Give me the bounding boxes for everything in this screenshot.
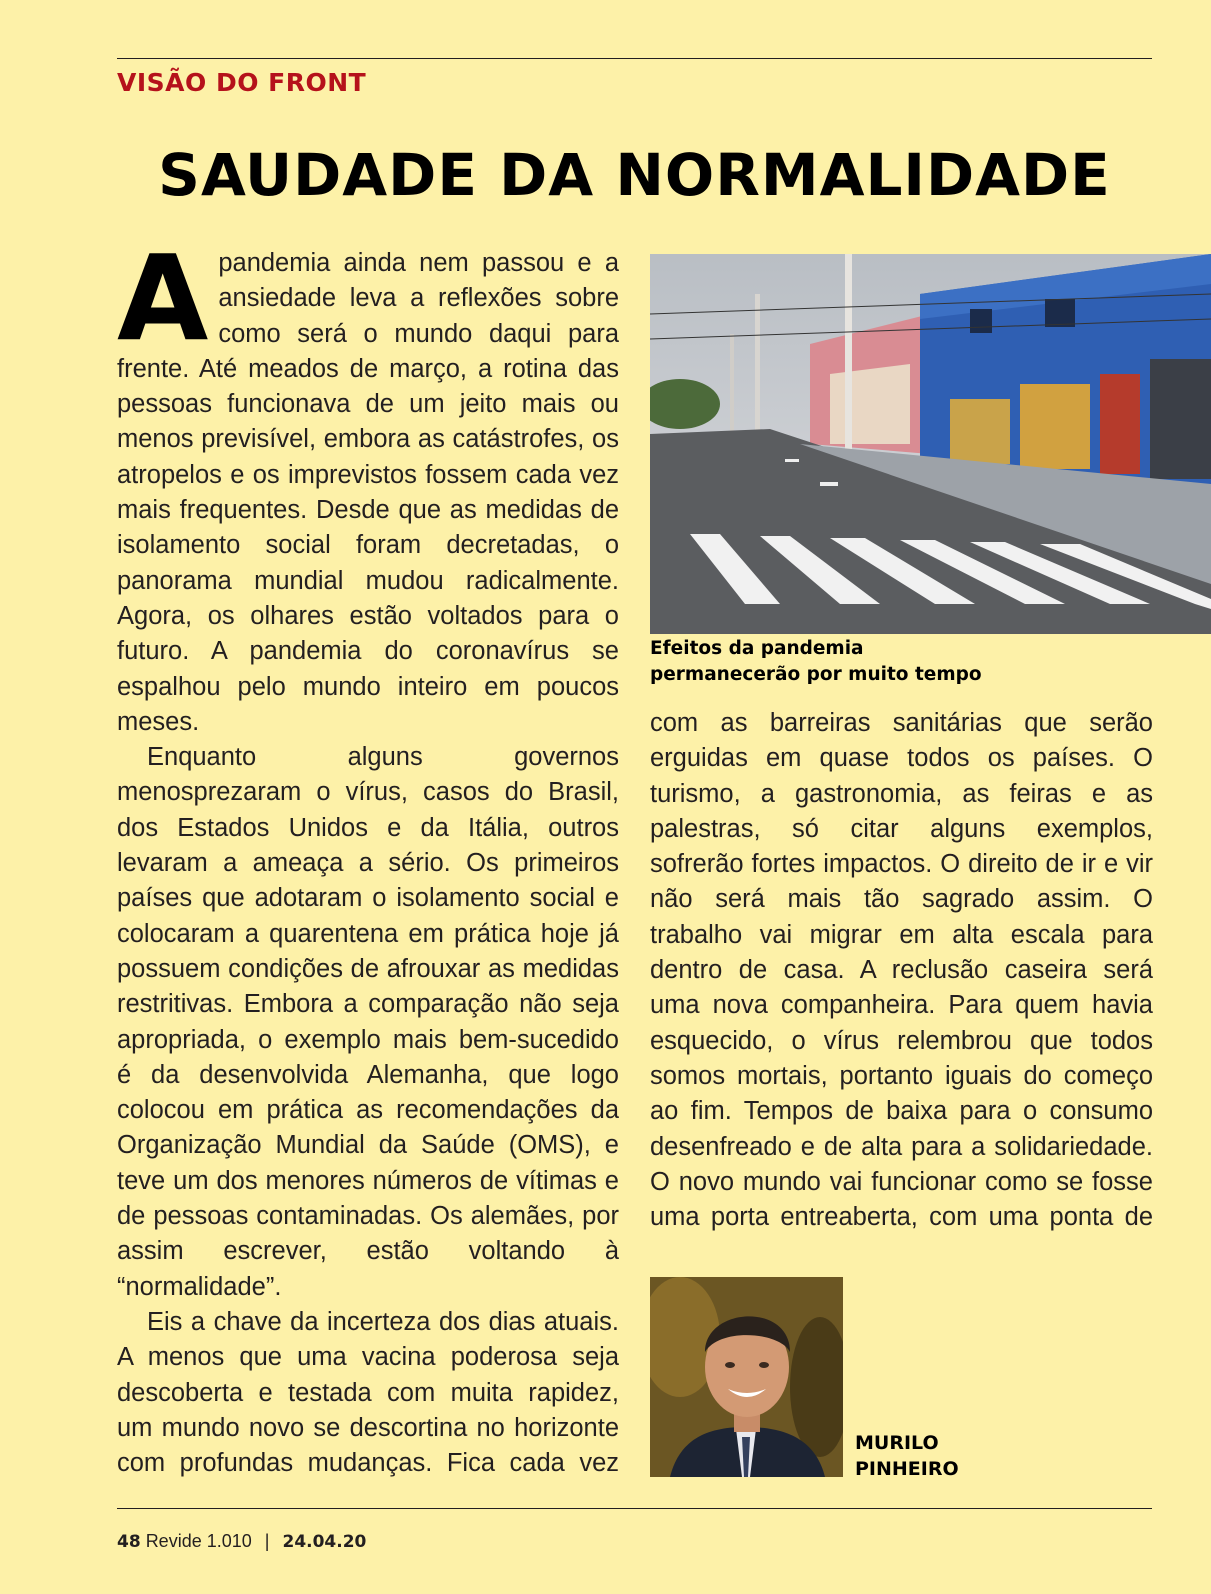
headline: SAUDADE DA NORMALIDADE <box>158 141 1111 209</box>
paragraph-1 <box>117 246 619 740</box>
paragraph-1-text: pandemia ainda nem passou e a ansiedade leva a reflexões sobre como será o mundo daqui para frente. Até meados de março, a rotina das pessoas funcionava de um jeito mais ou menos previsível, embora as catástrofes, os atropelos e os imprevistos fossem cada vez mais frequentes. Desde que as medidas de isolamento social foram decretadas, o panorama mundial mudou radicalmente. Agora, os olhares estão voltados para o futuro. A pandemia do coronavírus se espalhou pelo mundo inteiro em poucos meses. <box>117 249 619 736</box>
street-photo <box>650 254 1211 634</box>
bottom-rule <box>117 1508 1152 1509</box>
author-last-name: PINHEIRO <box>855 1458 959 1480</box>
section-label: VISÃO DO FRONT <box>117 68 367 97</box>
top-rule <box>117 58 1152 59</box>
photo-caption <box>650 636 1150 688</box>
drop-cap: A <box>117 246 209 367</box>
paragraph-4-text: com as barreiras sanitárias que serão erguidas em quase todos os países. O turismo, a gastronomia, as feiras e as palestras, só citar alguns exemplos, sofrerão fortes impactos. O direito de ir e vir não será mais tão sagrado assim. O trabalho vai migrar em alta escala para dentro de casa. A reclusão caseira será uma nova companheira. Para quem havia esquecido, o vírus relembrou que todos somos mortais, portanto iguais do começo ao fim. Tempos de baixa para o consumo desenfreado e de alta para a solidariedade. O novo mundo vai funcionar como se fosse uma porta entreaberta, com uma ponta de <box>650 709 1153 1232</box>
author-photo <box>650 1277 843 1477</box>
photo-caption-line-1: Efeitos da pandemia <box>650 638 864 659</box>
page-footer <box>117 1531 366 1552</box>
issue-date: 24.04.20 <box>282 1532 367 1552</box>
article-left-column <box>117 246 619 1486</box>
page-number: 48 <box>117 1532 141 1552</box>
paragraph-3: Eis a chave da incerteza dos dias atuais. A menos que uma vacina poderosa seja descoberta e testada com muita rapidez, um mundo novo se descortina no horizonte com profundas mudanças. Fica cada vez <box>117 1307 619 1478</box>
author-name <box>855 1430 959 1482</box>
paragraph-4 <box>650 706 1153 1236</box>
magazine-issue: Revide 1.010 <box>145 1531 252 1551</box>
author-first-name: MURILO <box>855 1432 939 1454</box>
article-right-column <box>650 706 1153 1236</box>
footer-separator: | <box>264 1531 270 1551</box>
paragraph-2: Enquanto alguns governos menosprezaram o vírus, casos do Brasil, dos Estados Unidos e da Itália, outros levaram a ameaça a sério. Os primeiros países que adotaram o isolamento social e colocaram a quarentena em prática hoje já possuem condições de afrouxar as medidas restritivas. Embora a comparação não seja apropriada, o exemplo mais bem-sucedido é da desenvolvida Alemanha, que logo colocou em prática as recomendações da Organização Mundial da Saúde (OMS), e teve um dos menores números de vítimas e de pessoas contaminadas. Os alemães, por assim escrever, estão voltando à “normalidade”. <box>117 743 619 1301</box>
photo-caption-line-2: permanecerão por muito tempo <box>650 664 982 685</box>
